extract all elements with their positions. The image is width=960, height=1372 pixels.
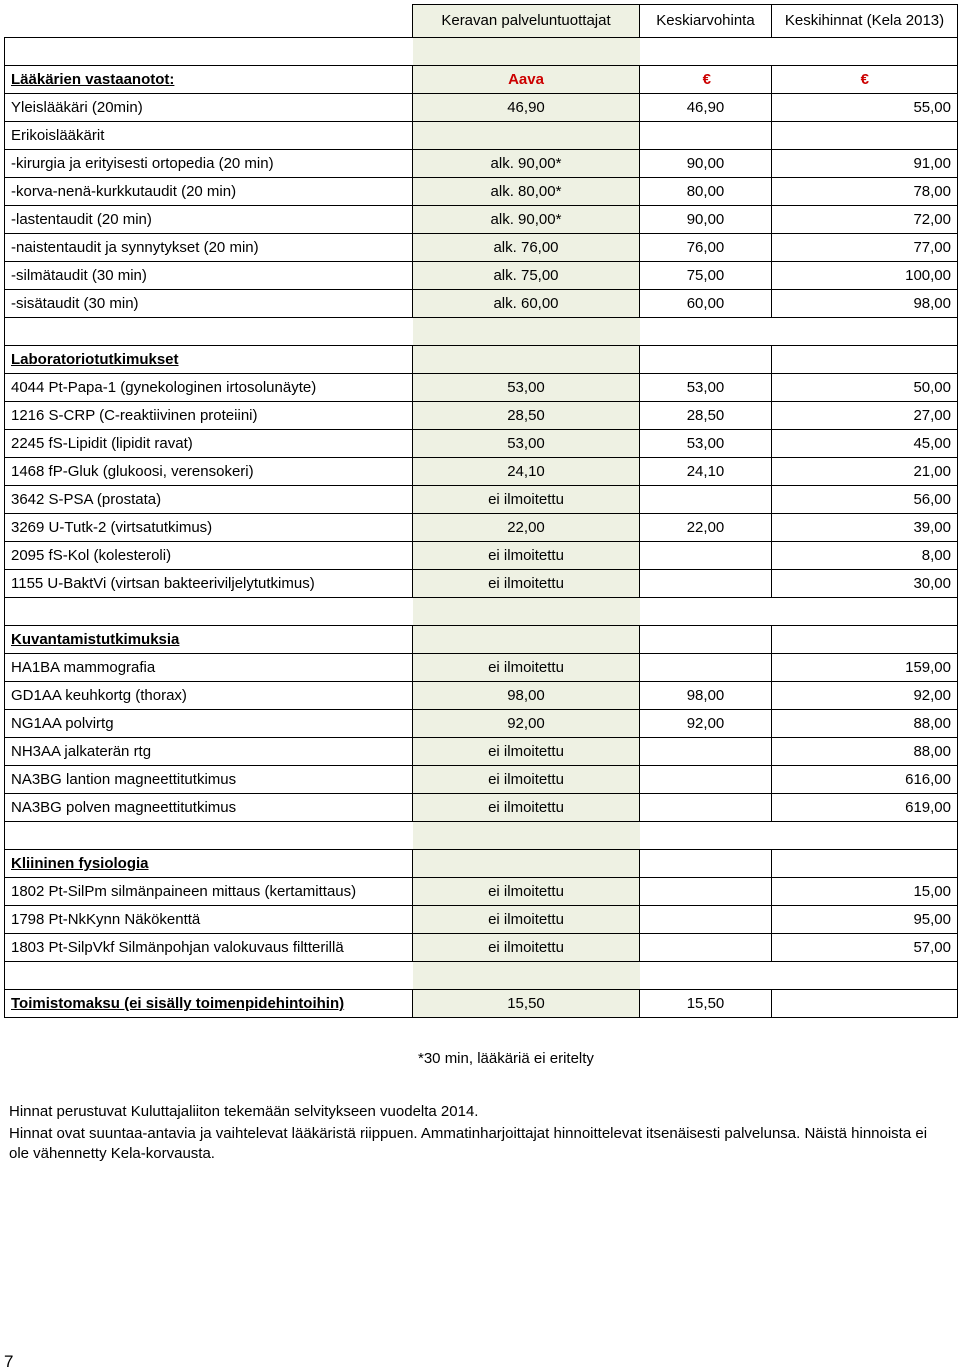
table-row (5, 654, 958, 682)
row-label: GD1AA keuhkortg (thorax) (5, 682, 413, 710)
row-label: NA3BG polven magneettitutkimus (5, 794, 413, 822)
header-kela: Keskihinnat (Kela 2013) (772, 5, 958, 38)
row-provider-price: 28,50 (413, 402, 640, 430)
row-label: 3642 S-PSA (prostata) (5, 486, 413, 514)
table-row (5, 122, 958, 150)
spacer-cell (413, 962, 640, 990)
row-average-price: 46,90 (640, 94, 772, 122)
spacer-row (5, 822, 958, 850)
row-kela-price: 56,00 (772, 486, 958, 514)
row-average-price: 90,00 (640, 206, 772, 234)
row-provider-price: ei ilmoitettu (413, 654, 640, 682)
row-average-price (640, 738, 772, 766)
table-row (5, 150, 958, 178)
row-provider-price: alk. 90,00* (413, 150, 640, 178)
spacer-cell (5, 822, 413, 850)
table-row (5, 682, 958, 710)
row-kela-price: 55,00 (772, 94, 958, 122)
office-fee-row (5, 990, 958, 1018)
row-label: -kirurgia ja erityisesti ortopedia (20 min) (5, 150, 413, 178)
office-fee-kela (772, 990, 958, 1018)
spacer-cell (772, 598, 958, 626)
row-provider-price: ei ilmoitettu (413, 542, 640, 570)
row-label: -sisätaudit (30 min) (5, 290, 413, 318)
table-row (5, 906, 958, 934)
row-average-price (640, 570, 772, 598)
section-header-row (5, 66, 958, 94)
row-average-price: 76,00 (640, 234, 772, 262)
spacer-cell (772, 962, 958, 990)
row-kela-price: 45,00 (772, 430, 958, 458)
spacer-cell (772, 38, 958, 66)
spacer-cell (413, 822, 640, 850)
row-kela-price: 72,00 (772, 206, 958, 234)
row-label: 2095 fS-Kol (kolesteroli) (5, 542, 413, 570)
table-row (5, 766, 958, 794)
section-provider-head: Aava (413, 66, 640, 94)
table-row (5, 374, 958, 402)
note-disclaimer: Hinnat ovat suuntaa-antavia ja vaihtelevat lääkäristä riippuen. Ammatinharjoittajat hinnoittelevat itsenäisesti palvelunsa. Näistä hinnoista ei ole vähennetty Kela-korvausta. (9, 1125, 928, 1162)
section-provider-head (413, 850, 640, 878)
row-average-price: 75,00 (640, 262, 772, 290)
row-average-price (640, 878, 772, 906)
table-row (5, 794, 958, 822)
spacer-cell (5, 962, 413, 990)
row-label: -korva-nenä-kurkkutaudit (20 min) (5, 178, 413, 206)
price-table (4, 4, 958, 1018)
table-row (5, 430, 958, 458)
row-provider-price: ei ilmoitettu (413, 878, 640, 906)
spacer-cell (640, 962, 772, 990)
row-kela-price: 98,00 (772, 290, 958, 318)
row-label: 1155 U-BaktVi (virtsan bakteeriviljelytutkimus) (5, 570, 413, 598)
spacer-cell (640, 598, 772, 626)
spacer-cell (772, 822, 958, 850)
row-kela-price: 616,00 (772, 766, 958, 794)
row-kela-price: 91,00 (772, 150, 958, 178)
footnote: *30 min, lääkäriä ei eritelty (418, 1050, 594, 1067)
table-row (5, 262, 958, 290)
row-kela-price: 15,00 (772, 878, 958, 906)
table-row (5, 402, 958, 430)
spacer-cell (640, 38, 772, 66)
row-label: 1216 S-CRP (C-reaktiivinen proteiini) (5, 402, 413, 430)
spacer-row (5, 38, 958, 66)
section-kela-head (772, 626, 958, 654)
row-average-price: 90,00 (640, 150, 772, 178)
row-kela-price (772, 122, 958, 150)
row-provider-price: ei ilmoitettu (413, 934, 640, 962)
row-provider-price: ei ilmoitettu (413, 906, 640, 934)
row-kela-price: 95,00 (772, 906, 958, 934)
section-provider-head (413, 346, 640, 374)
table-row (5, 94, 958, 122)
section-average-head (640, 626, 772, 654)
spacer-cell (413, 318, 640, 346)
table-row (5, 458, 958, 486)
row-average-price (640, 906, 772, 934)
section-kela-head (772, 850, 958, 878)
spacer-row (5, 962, 958, 990)
section-average-head: € (640, 66, 772, 94)
row-provider-price: 24,10 (413, 458, 640, 486)
row-provider-price: 53,00 (413, 374, 640, 402)
section-header-row (5, 346, 958, 374)
row-average-price: 22,00 (640, 514, 772, 542)
row-average-price: 98,00 (640, 682, 772, 710)
table-row (5, 514, 958, 542)
row-provider-price: ei ilmoitettu (413, 794, 640, 822)
table-row (5, 570, 958, 598)
spacer-cell (5, 38, 413, 66)
row-kela-price: 88,00 (772, 710, 958, 738)
row-label: NG1AA polvirtg (5, 710, 413, 738)
row-provider-price: alk. 90,00* (413, 206, 640, 234)
row-kela-price: 30,00 (772, 570, 958, 598)
row-provider-price: ei ilmoitettu (413, 766, 640, 794)
row-kela-price: 100,00 (772, 262, 958, 290)
table-row (5, 738, 958, 766)
section-average-head (640, 346, 772, 374)
spacer-cell (640, 318, 772, 346)
page-number: 7 (4, 1352, 14, 1371)
row-label: 1468 fP-Gluk (glukoosi, verensokeri) (5, 458, 413, 486)
row-average-price: 80,00 (640, 178, 772, 206)
table-row (5, 290, 958, 318)
row-provider-price: ei ilmoitettu (413, 570, 640, 598)
office-fee-provider: 15,50 (413, 990, 640, 1018)
row-provider-price: 53,00 (413, 430, 640, 458)
header-blank (5, 5, 413, 38)
table-row (5, 206, 958, 234)
row-provider-price: 92,00 (413, 710, 640, 738)
row-label: 1803 Pt-SilpVkf Silmänpohjan valokuvaus filtterillä (5, 934, 413, 962)
row-average-price (640, 654, 772, 682)
row-label: Yleislääkäri (20min) (5, 94, 413, 122)
office-fee-average: 15,50 (640, 990, 772, 1018)
spacer-row (5, 598, 958, 626)
header-provider: Keravan palveluntuottajat (413, 5, 640, 38)
spacer-cell (413, 38, 640, 66)
office-fee-label: Toimistomaksu (ei sisälly toimenpidehintoihin) (5, 990, 413, 1018)
table-row (5, 878, 958, 906)
row-provider-price: 98,00 (413, 682, 640, 710)
row-kela-price: 619,00 (772, 794, 958, 822)
row-provider-price: alk. 60,00 (413, 290, 640, 318)
row-average-price: 53,00 (640, 374, 772, 402)
row-average-price (640, 766, 772, 794)
section-provider-head (413, 626, 640, 654)
table-row (5, 710, 958, 738)
table-row (5, 542, 958, 570)
row-average-price: 60,00 (640, 290, 772, 318)
row-average-price (640, 486, 772, 514)
row-average-price: 24,10 (640, 458, 772, 486)
row-label: 1798 Pt-NkKynn Näkökenttä (5, 906, 413, 934)
row-provider-price: 22,00 (413, 514, 640, 542)
price-sheet (4, 4, 957, 1018)
row-kela-price: 27,00 (772, 402, 958, 430)
row-label: 2245 fS-Lipidit (lipidit ravat) (5, 430, 413, 458)
row-average-price: 92,00 (640, 710, 772, 738)
row-provider-price: ei ilmoitettu (413, 486, 640, 514)
section-title: Lääkärien vastaanotot: (5, 66, 413, 94)
row-provider-price: 46,90 (413, 94, 640, 122)
table-row (5, 178, 958, 206)
row-kela-price: 8,00 (772, 542, 958, 570)
row-kela-price: 50,00 (772, 374, 958, 402)
spacer-row (5, 318, 958, 346)
row-kela-price: 159,00 (772, 654, 958, 682)
row-label: -silmätaudit (30 min) (5, 262, 413, 290)
row-provider-price (413, 122, 640, 150)
row-label: 4044 Pt-Papa-1 (gynekologinen irtosolunäyte) (5, 374, 413, 402)
table-row (5, 234, 958, 262)
spacer-cell (772, 318, 958, 346)
section-kela-head: € (772, 66, 958, 94)
row-kela-price: 92,00 (772, 682, 958, 710)
section-title: Kliininen fysiologia (5, 850, 413, 878)
spacer-cell (640, 822, 772, 850)
section-header-row (5, 626, 958, 654)
row-label: 1802 Pt-SilPm silmänpaineen mittaus (kertamittaus) (5, 878, 413, 906)
section-average-head (640, 850, 772, 878)
table-row (5, 486, 958, 514)
row-label: -lastentaudit (20 min) (5, 206, 413, 234)
row-label: NA3BG lantion magneettitutkimus (5, 766, 413, 794)
row-average-price (640, 934, 772, 962)
row-label: Erikoislääkärit (5, 122, 413, 150)
row-label: NH3AA jalkaterän rtg (5, 738, 413, 766)
header-row (5, 5, 958, 38)
spacer-cell (5, 318, 413, 346)
row-average-price (640, 542, 772, 570)
row-label: -naistentaudit ja synnytykset (20 min) (5, 234, 413, 262)
row-provider-price: alk. 76,00 (413, 234, 640, 262)
row-label: HA1BA mammografia (5, 654, 413, 682)
spacer-cell (5, 598, 413, 626)
row-average-price: 28,50 (640, 402, 772, 430)
row-kela-price: 88,00 (772, 738, 958, 766)
spacer-cell (413, 598, 640, 626)
section-title: Laboratoriotutkimukset (5, 346, 413, 374)
row-kela-price: 21,00 (772, 458, 958, 486)
row-average-price (640, 794, 772, 822)
note-source: Hinnat perustuvat Kuluttajaliiton tekemään selvitykseen vuodelta 2014. (9, 1103, 479, 1120)
row-kela-price: 57,00 (772, 934, 958, 962)
header-average: Keskiarvohinta (640, 5, 772, 38)
row-kela-price: 78,00 (772, 178, 958, 206)
row-provider-price: ei ilmoitettu (413, 738, 640, 766)
row-provider-price: alk. 75,00 (413, 262, 640, 290)
section-kela-head (772, 346, 958, 374)
row-provider-price: alk. 80,00* (413, 178, 640, 206)
section-header-row (5, 850, 958, 878)
row-kela-price: 77,00 (772, 234, 958, 262)
row-label: 3269 U-Tutk-2 (virtsatutkimus) (5, 514, 413, 542)
row-kela-price: 39,00 (772, 514, 958, 542)
row-average-price (640, 122, 772, 150)
row-average-price: 53,00 (640, 430, 772, 458)
table-row (5, 934, 958, 962)
section-title: Kuvantamistutkimuksia (5, 626, 413, 654)
